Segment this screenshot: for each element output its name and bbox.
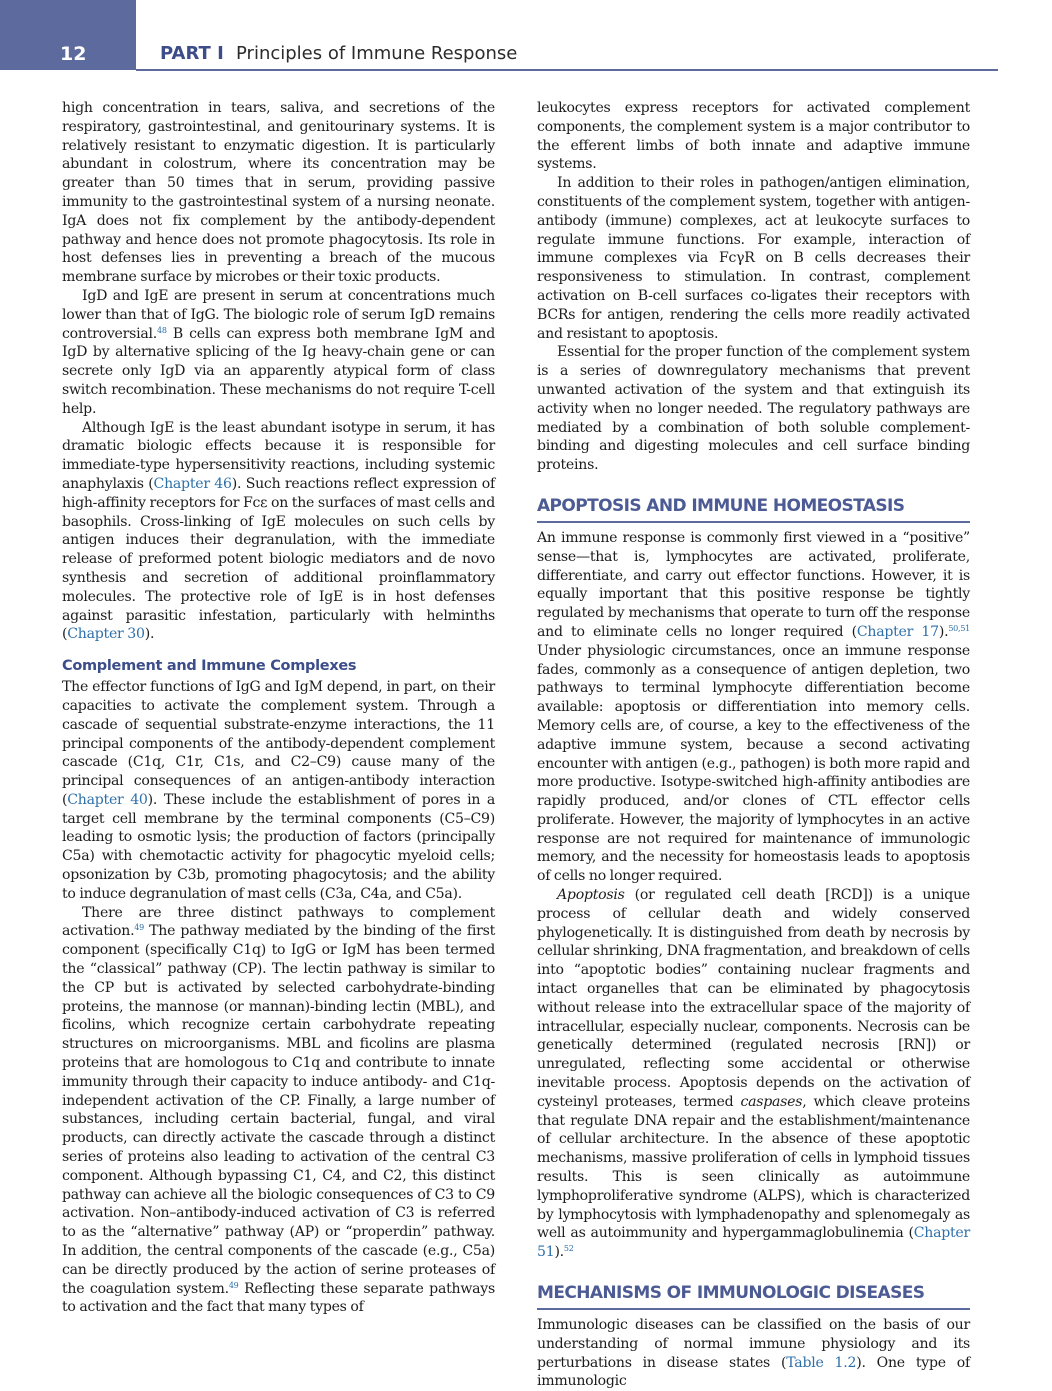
citation[interactable]: 50,51 <box>948 623 970 633</box>
section-heading-mechanisms: MECHANISMS OF IMMUNOLOGIC DISEASES <box>537 1282 970 1310</box>
table-link[interactable]: Table 1.2 <box>786 1354 857 1371</box>
paragraph: The effector functions of IgG and IgM depend, in part, on their capacities to activate the complement system. Through a cascade of sequential substrate-enzyme interactions, the 11 principal components of the antibody-dependent complement cascade (C1q, C1r, C1s, and C2–C9) cause many of the principal consequences of an antigen-antibody interaction (Chapter 40). These include the establishment of pores in a target cell membrane by the terminal components (C5–C9) leading to osmotic lysis; the production of factors (principally C5a) with chemotactic activity for phagocytic myeloid cells; opsonization by C3b, promoting phagocytosis; and the ability to induce degranulation of mast cells (C3a, C4a, and C5a). <box>62 679 495 902</box>
chapter-link[interactable]: Chapter 46 <box>153 475 232 492</box>
citation[interactable]: 52 <box>563 1244 574 1254</box>
chapter-link[interactable]: Chapter 51 <box>537 1225 970 1261</box>
paragraph: Essential for the proper function of the complement system is a series of downregulatory mechanisms that prevent unwanted activation of the system and that extinguish its activity when no longer needed. The regulatory pathways are mediated by a combination of both soluble complement-binding and digesting molecules and cell surface binding proteins. <box>537 344 970 474</box>
page-number: 12 <box>60 43 87 65</box>
section-heading-apoptosis: APOPTOSIS AND IMMUNE HOMEOSTASIS <box>537 495 970 523</box>
right-column <box>537 99 970 1391</box>
subsection-heading: Complement and Immune Complexes <box>62 658 357 675</box>
paragraph: There are three distinct pathways to complement activation.$^{49}$ The pathway mediated by the binding of the first component (specifically C1q) to IgG or IgM has been termed the “classical” pathway (CP). The lectin pathway is similar to the CP but is activated by selected carbohydrate-binding proteins, the mannose (or mannan)-binding lectin (MBL), and ficolins, which recognize certain carbohydrate repeating structures on microorganisms. MBL and ficolins are plasma proteins that are homologous to C1q and contribute to innate immunity through their capacity to induce antibody- and C1q-independent activation of the CP. Finally, a large number of substances, including certain bacterial, fungal, and viral products, can directly activate the cascade through a distinct series of proteins also leading to activation of the central C3 component. Although bypassing C1, C4, and C2, this distinct pathway can achieve all the biologic consequences of C3 to C9 activation. Non–antibody-induced activation of C3 is referred to as the “alternative” pathway (AP) or “properdin” pathway. In addition, the central components of the cascade (e.g., C5a) can be directly produced by the action of serine proteases of the coagulation system.$^{49}$ Reflecting these separate pathways to activation and the fact that many types of <box>62 904 495 1316</box>
chapter-link[interactable]: Chapter 17 <box>856 623 939 640</box>
running-header-title: Principles of Immune Response <box>236 43 518 64</box>
italic-term: Apoptosis <box>557 887 625 904</box>
paragraph: Apoptosis (or regulated cell death [RCD]) is a unique process of cellular death and widely conserved phylogenetically. It is distinguished from death by necrosis by cellular shrinking, DNA fragmentation, and breakdown of cells into “apoptotic bodies” containing nuclear fragments and intact organelles that can be eliminated by phagocytosis without release into the extracellular space of the majority of intracellular, especially nuclear, components. Necrosis can be genetically determined (regulated necrosis [RN]) or unregulated, reflecting some accidental or otherwise inevitable process. Apoptosis depends on the activation of cysteinyl proteases, termed caspases, which cleave proteins that regulate DNA repair and the establishment/maintenance of cellular architecture. In the absence of these apoptotic mechanisms, massive proliferation of cells in lymphoid tissues results. This is seen clinically as autoimmune lymphoproliferative syndrome (ALPS), which is characterized by lymphocytosis with lymphadenopathy and splenomegaly as well as autoimmunity and hypergammaglobulinemia (Chapter 51).$^{52}$ <box>537 887 970 1261</box>
header-rule <box>136 69 998 71</box>
chapter-link[interactable]: Chapter 40 <box>67 791 148 808</box>
paragraph: In addition to their roles in pathogen/antigen elimination, constituents of the complement system, together with antigen-antibody (immune) complexes, act at leukocyte surfaces to regulate immune functions. For example, interaction of immune complexes via FcγR on B cells decreases their responsiveness to stimulation. In contrast, complement activation on B-cell surfaces co-ligates their receptors with BCRs for antigen, rendering the cells more readily activated and resistant to apoptosis. <box>537 175 970 342</box>
paragraph: Immunologic diseases can be classified on the basis of our understanding of normal immune physiology and its perturbations in disease states (Table 1.2). One type of immunologic <box>537 1317 970 1390</box>
paragraph: An immune response is commonly first viewed in a “positive” sense—that is, lymphocytes are activated, proliferate, differentiate, and carry out effector functions. However, it is equally important that this positive response be tightly regulated by mechanisms that operate to turn off the response and to eliminate cells no longer required (Chapter 17).$^{50,51}$ Under physiologic circumstances, once an immune response fades, commonly as a consequence of antigen depletion, two pathways to terminal lymphocyte differentiation become available: apoptosis or differentiation into memory cells. Memory cells are, of course, a key to the effectiveness of the adaptive immune system, because a second activating encounter with antigen (e.g., pathogen) is both more rapid and more productive. Isotype-switched high-affinity antibodies are rapidly produced, and/or clones of CTL effector cells proliferate. However, the majority of lymphocytes in an active response are not required for maintenance of immunologic memory, and the necessity for homeostasis leads to apoptosis of cells no longer required. <box>537 529 970 885</box>
paragraph: Although IgE is the least abundant isotype in serum, it has dramatic biologic effects because it is responsible for immediate-type hypersensitivity reactions, including systemic anaphylaxis (Chapter 46). Such reactions reflect expression of high-affinity receptors for Fcε on the surfaces of mast cells and basophils. Cross-linking of IgE molecules on such cells by antigen induces their degranulation, with the immediate release of preformed potent biologic mediators and de novo synthesis and secretion of additional proinflammatory molecules. The protective role of IgE is in host defenses against parasitic infestation, particularly with helminths (Chapter 30). <box>62 419 495 643</box>
paragraph: leukocytes express receptors for activated complement components, the complement system is a major contributor to the efferent limbs of both innate and adaptive immune systems. <box>537 100 970 173</box>
paragraph: IgD and IgE are present in serum at concentrations much lower than that of IgG. The biologic role of serum IgD remains controversial.$^{48}$ B cells can express both membrane IgM and IgD by alternative splicing of the Ig heavy-chain gene or can secrete only IgD via an apparently atypical form of class switch recombination. These mechanisms do not require T-cell help. <box>62 287 495 417</box>
left-column <box>62 99 495 1317</box>
citation[interactable]: 49 <box>134 923 144 933</box>
chapter-link[interactable]: Chapter 30 <box>67 626 145 643</box>
italic-term: caspases <box>740 1093 803 1110</box>
citation[interactable]: 49 <box>228 1280 239 1290</box>
part-label: PART I <box>160 43 224 64</box>
citation[interactable]: 48 <box>157 325 167 335</box>
paragraph: high concentration in tears, saliva, and secretions of the respiratory, gastrointestinal, and genitourinary systems. It is relatively resistant to enzymatic digestion. It is particularly abundant in colostrum, where its concentration may be greater than 50 times that in serum, providing passive immunity to the gastrointestinal system of a nursing neonate. IgA does not fix complement by the antibody-dependent pathway and hence does not promote phagocytosis. Its role in host defenses lies in preventing a breach of the mucous membrane surface by microbes or their toxic products. <box>62 100 495 286</box>
